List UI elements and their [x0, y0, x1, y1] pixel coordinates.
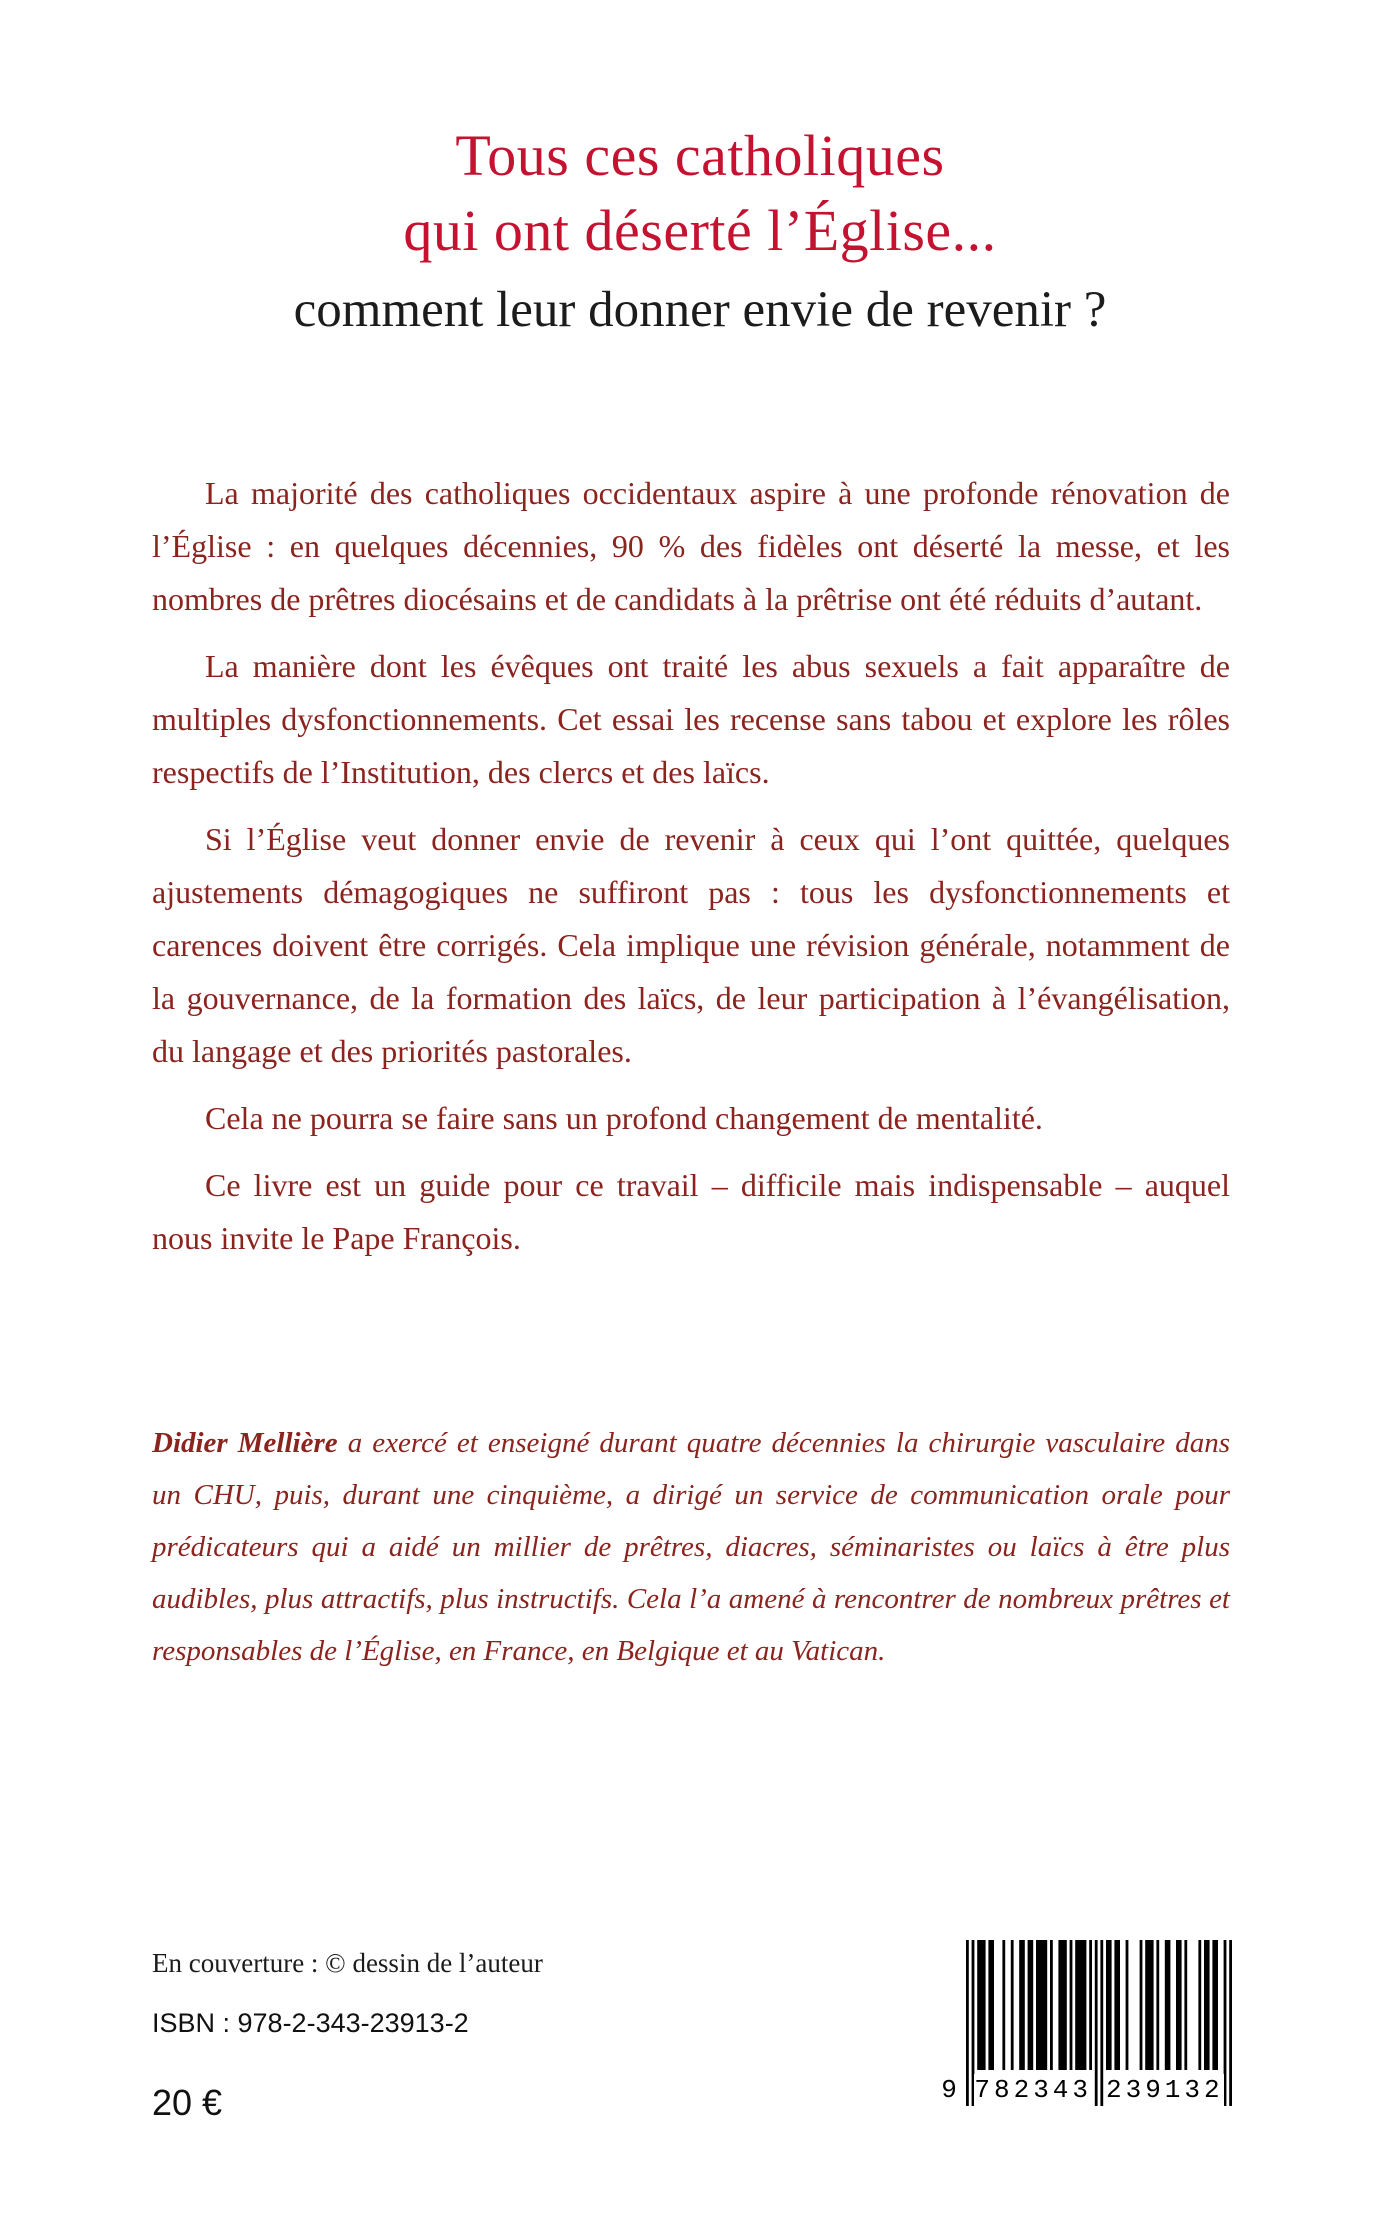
- cover-credit-line: En couverture : © dessin de l’auteur: [152, 1948, 543, 1978]
- title-block: [0, 0, 1400, 343]
- body-paragraph: La manière dont les évêques ont traité les abus sexuels a fait apparaître de multiples dysfonctionnements. Cet essai les recense sans tabou et explore les rôles respectifs de l’Institution, des clercs et des laïcs.: [152, 647, 1230, 790]
- book-subtitle: comment leur donner envie de revenir ?: [293, 281, 1107, 338]
- barcode-digit-group-1: 782343: [974, 2075, 1093, 2105]
- barcode-bars: [941, 1940, 1232, 2106]
- barcode-first-digit: 9: [941, 2075, 957, 2105]
- body-paragraph: Si l’Église veut donner envie de revenir à ceux qui l’ont quittée, quelques ajustements démagogiques ne suffiront pas : tous les dysfonctionnements et carences doivent être corrigés. Cela implique une révision générale, notamment de la gouvernance, de la formation des laïcs, de leur participation à l’évangélisation, du langage et des priorités pastorales.: [152, 820, 1230, 1069]
- author-bio-text: a exercé et enseigné durant quatre décennies la chirurgie vasculaire dans un CHU, puis, durant une cinquième, a dirigé un service de communication orale pour prédicateurs qui a aidé un millier de prêtres, diacres, séminaristes ou laïcs à être plus audibles, plus attractifs, plus instructifs. Cela l’a amené à rencontrer de nombreux prêtres et responsables de l’Église, en France, en Belgique et au Vatican.: [152, 1426, 1230, 1667]
- body-paragraph: La majorité des catholiques occidentaux aspire à une profonde rénovation de l’Église : en quelques décennies, 90 % des fidèles ont déserté la messe, et les nombres de prêtres diocésains et de candidats à la prêtrise ont été réduits d’autant.: [152, 474, 1230, 617]
- body-paragraph: Ce livre est un guide pour ce travail – difficile mais indispensable – auquel nous invite le Pape François.: [152, 1166, 1230, 1256]
- book-title-line-1: Tous ces catholiques: [455, 123, 945, 188]
- isbn-line: ISBN : 978-2-343-23913-2: [152, 2008, 469, 2038]
- barcode-digit-group-2: 239132: [1105, 2075, 1224, 2105]
- author-bio: [152, 1417, 1230, 1677]
- ean13-barcode: [936, 1940, 1232, 2106]
- body-paragraph: Cela ne pourra se faire sans un profond changement de mentalité.: [205, 1099, 1043, 1136]
- book-title-line-2: qui ont déserté l’Église...: [403, 198, 997, 264]
- back-cover-text: [152, 467, 1230, 1265]
- price-label: 20 €: [152, 2082, 223, 2123]
- author-name: Didier Mellière: [152, 1426, 338, 1459]
